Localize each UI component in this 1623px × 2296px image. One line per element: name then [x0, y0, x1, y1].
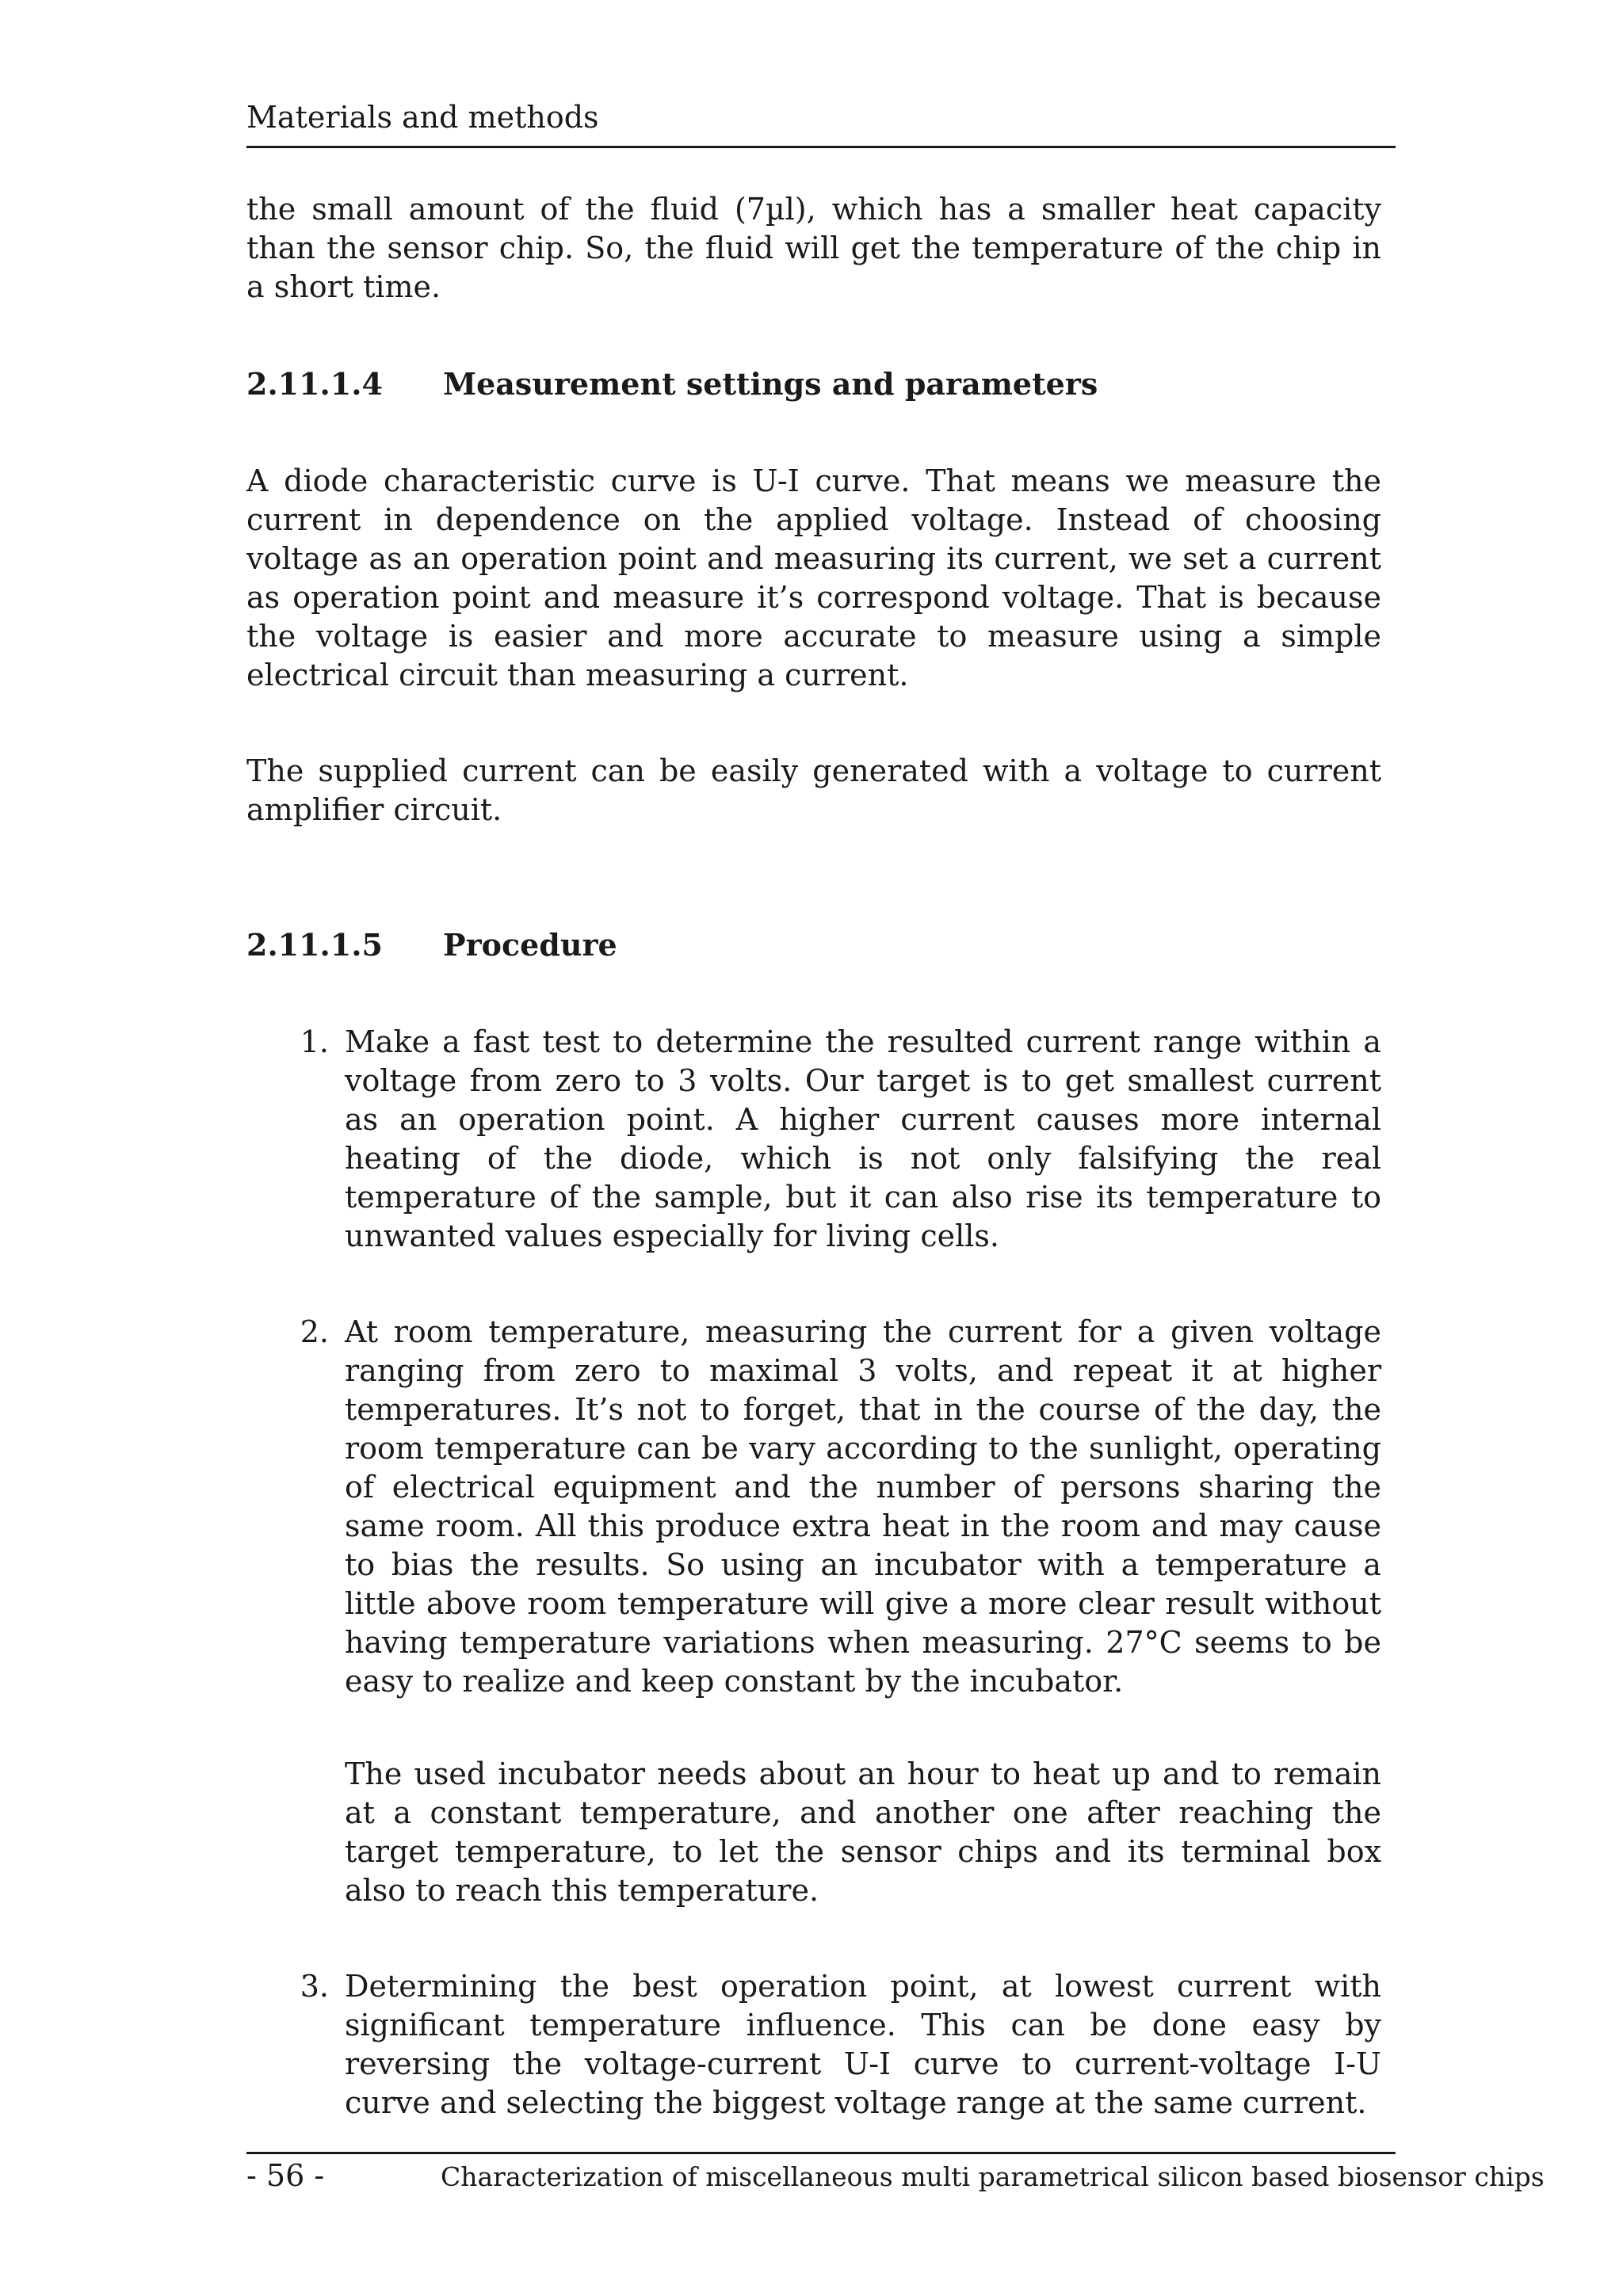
paragraph-diode-curve: A diode characteristic curve is U-I curve. That means we measure the current in dependence on the applied voltage. Instead of choosing voltage as an operation point and measuring its current, we set a current as operation point and measure it’s correspond voltage. That is because the voltage is easier and more accurate to measure using a simple electrical circuit than measuring a current.	[246, 463, 1381, 692]
list-item-text: Make a fast test to determine the resulted current range within a voltage from zero to 3 volts. Our target is to get smallest current as an operation point. A higher current causes more internal heating of the diode, which is not only falsifying the real temperature of the sample, but it can also rise its temperature to unwanted values especially for living cells.	[345, 1024, 1381, 1253]
intro-paragraph: the small amount of the fluid (7µl), which has a smaller heat capacity than the sensor chip. So, the fluid will get the temperature of the chip in a short time.	[246, 192, 1381, 304]
section-title: Measurement settings and parameters	[443, 366, 1098, 402]
footer-book-title: Characterization of miscellaneous multi parametrical silicon based biosensor chips	[441, 2161, 1545, 2192]
list-marker: 2.	[300, 1314, 329, 1349]
list-item	[246, 1023, 1381, 1256]
header-section-title: Materials and methods	[246, 100, 599, 135]
section-heading-procedure	[246, 925, 1381, 966]
section-number: 2.11.1.4	[246, 366, 383, 402]
list-item-text: The used incubator needs about an hour to heat up and to remain at a constant temperature, and another one after reaching the target temperature, to let the sensor chips and its terminal box also to reach this temperature.	[345, 1756, 1381, 1908]
running-footer	[246, 2152, 1545, 2197]
list-item-text: Determining the best operation point, at lowest current with significant temperature influence. This can be done easy by reversing the voltage-current U-I curve to current-voltage I-U curve and selecting the biggest voltage range at the same current.	[345, 1969, 1381, 2120]
section-title: Procedure	[443, 927, 617, 963]
list-marker: 3.	[300, 1969, 329, 2004]
paragraph-supplied-current: The supplied current can be easily generated with a voltage to current amplifier circuit.	[246, 753, 1381, 827]
running-header	[246, 97, 1396, 148]
list-item	[246, 1313, 1381, 1910]
page-content	[246, 190, 1381, 2180]
procedure-list	[246, 1023, 1381, 2122]
list-marker: 1.	[300, 1024, 329, 1059]
page-number: - 56 -	[246, 2158, 325, 2193]
list-item	[246, 1967, 1381, 2122]
section-number: 2.11.1.5	[246, 927, 383, 963]
section-heading-measurement-settings	[246, 364, 1381, 405]
list-item-text: At room temperature, measuring the current for a given voltage ranging from zero to maximal 3 volts, and repeat it at higher temperatures. It’s not to forget, that in the course of the day, the room temperature can be vary according to the sunlight, operating of electrical equipment and the number of persons sharing the same room. All this produce extra heat in the room and may cause to bias the results. So using an incubator with a temperature a little above room temperature will give a more clear result without having temperature variations when measuring. 27°C seems to be easy to realize and keep constant by the incubator.	[345, 1314, 1381, 1699]
